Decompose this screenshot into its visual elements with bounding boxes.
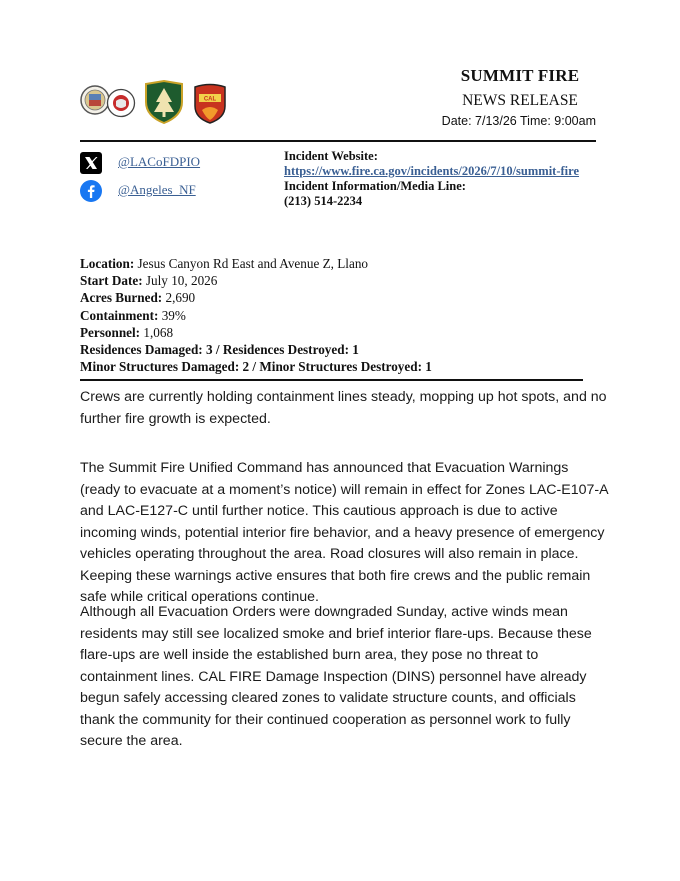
date-value: 7/13/26 (475, 114, 517, 128)
x-logo-icon[interactable] (80, 152, 102, 174)
header-divider (80, 140, 596, 142)
body-paragraph-2: The Summit Fire Unified Command has announced that Evacuation Warnings (ready to evacuate at a moment’s notice) will remain in effect for Zones LAC-E107-A and LAC-E127-C until further notice. This cautious approach is due to active incoming winds, potential interior fire behavior, and a heavy presence of emergency vehicles operating throughout the area. Road closures will also remain in place. Keeping these warnings active ensures that both fire crews and the public remain safe while critical operations continue. (80, 460, 608, 605)
stat-residences: Residences Damaged: 3 / Residences Destroyed: 1 (80, 342, 359, 358)
release-datetime (420, 114, 596, 128)
time-value: 9:00am (554, 114, 596, 128)
release-title: SUMMIT FIRE (460, 66, 580, 85)
body-paragraph-3: Although all Evacuation Orders were downgraded Sunday, active winds mean residents may still see localized smoke and brief interior flare-ups. Because these flare-ups are well inside the established burn area, they pose no threat to containment lines. CAL FIRE Damage Inspection (DINS) personnel have already begun safely accessing cleared zones to validate structure counts, and officials thank the community for their continued cooperation as personnel work to fully secure the area. (80, 604, 592, 749)
stat-containment: Containment: 39% (80, 307, 186, 323)
svg-text:CAL: CAL (203, 96, 217, 103)
stats-divider (80, 379, 583, 381)
incident-website-label: Incident Website: (284, 149, 378, 163)
calfire-shield-icon (192, 82, 228, 124)
x-handle-link[interactable]: @LACoFDPIO (118, 154, 201, 169)
lacofd-seal-icon (106, 88, 136, 118)
release-subtitle: NEWS RELEASE (462, 92, 578, 109)
time-label: Time: (520, 114, 551, 128)
facebook-logo-icon[interactable] (80, 180, 102, 202)
stat-personnel: Personnel: 1,068 (80, 324, 174, 340)
forest-service-shield-icon (144, 80, 184, 124)
agency-logos (80, 80, 230, 126)
media-line-label: Incident Information/Media Line: (284, 179, 466, 193)
stat-location: Location: Jesus Canyon Rd East and Avenue Z, Llano (80, 256, 369, 271)
stat-acres: Acres Burned: 2,690 (80, 290, 196, 306)
facebook-handle-link[interactable]: @Angeles_NF (118, 182, 196, 197)
stat-start-date: Start Date: July 10, 2026 (80, 273, 218, 289)
body-paragraph-1: Crews are currently holding containment lines steady, mopping up hot spots, and no further fire growth is expected. (80, 389, 607, 427)
stat-minor-structures: Minor Structures Damaged: 2 / Minor Structures Destroyed: 1 (80, 359, 432, 375)
incident-stats (80, 255, 432, 375)
media-line-phone: (213) 514-2234 (284, 194, 363, 208)
incident-website-link[interactable]: https://www.fire.ca.gov/incidents/2026/7/10/summit-fire (284, 164, 580, 178)
date-label: Date: (441, 114, 472, 128)
